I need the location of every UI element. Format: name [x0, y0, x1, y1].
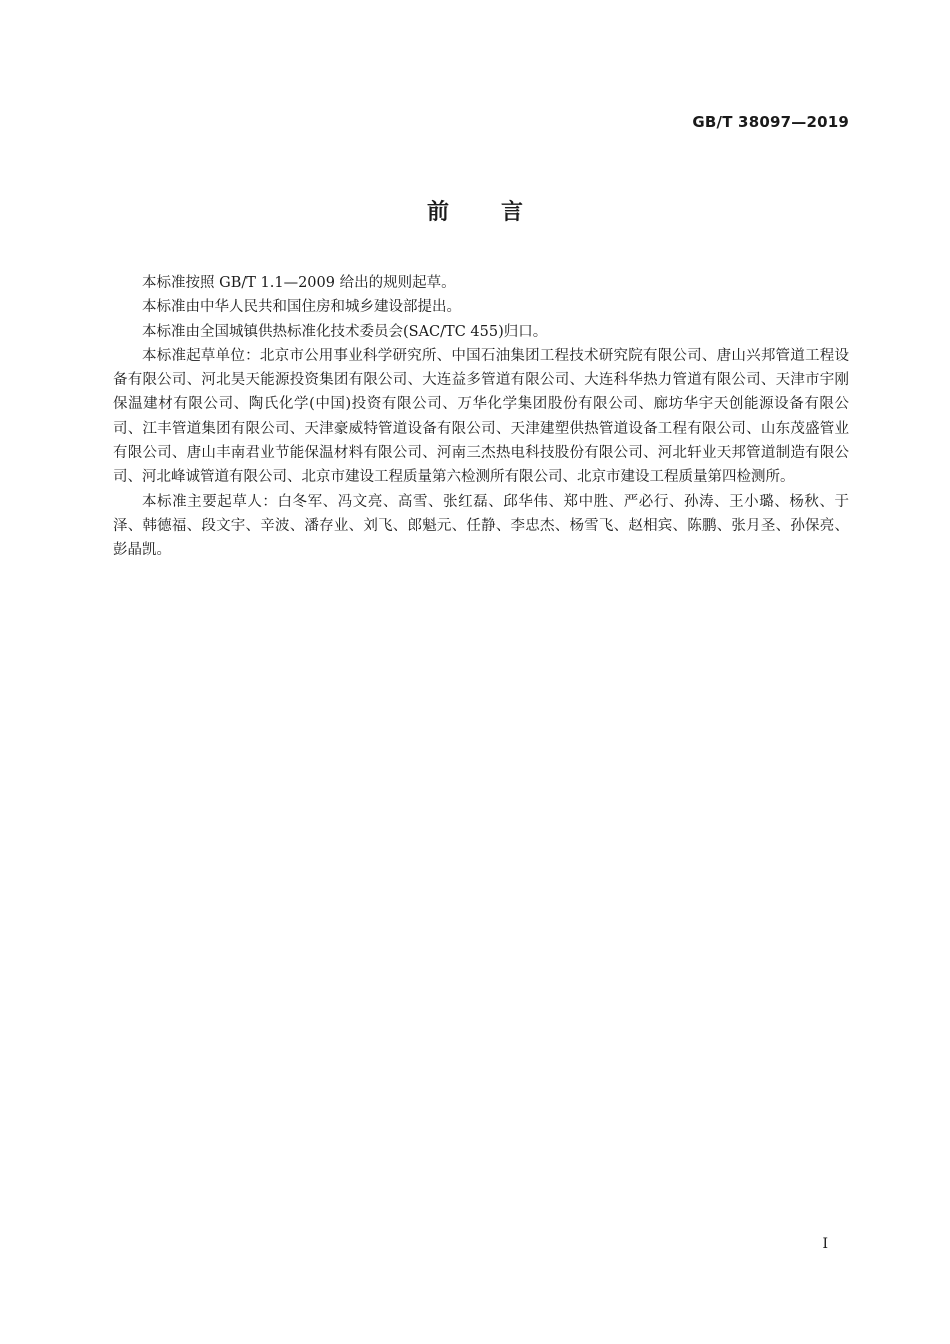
paragraph-drafting-rules: 本标准按照 GB/T 1.1—2009 给出的规则起草。 — [142, 275, 456, 291]
foreword-body — [113, 271, 849, 563]
paragraph-drafting-units: 本标准起草单位：北京市公用事业科学研究所、中国石油集团工程技术研究院有限公司、唐山兴邦管道工程设备有限公司、河北昊天能源投资集团有限公司、大连益多管道有限公司、大连科华热力管道有限公司、天津市宇刚保温建材有限公司、陶氏化学(中国)投资有限公司、万华化学集团股份有限公司、廊坊华宇天创能源设备有限公司、江丰管道集团有限公司、天津豪威特管道设备有限公司、天津建塑供热管道设备工程有限公司、山东茂盛管业有限公司、唐山丰南君业节能保温材料有限公司、河南三杰热电科技股份有限公司、河北轩业天邦管道制造有限公司、河北峰诚管道有限公司、北京市建设工程质量第六检测所有限公司、北京市建设工程质量第四检测所。 — [113, 347, 849, 486]
paragraph-proposer: 本标准由中华人民共和国住房和城乡建设部提出。 — [142, 299, 461, 316]
paragraph-committee: 本标准由全国城镇供热标准化技术委员会(SAC/TC 455)归口。 — [142, 323, 548, 340]
page-number: I — [822, 1236, 828, 1252]
page-title — [0, 195, 950, 226]
title-char-2: 言 — [501, 200, 524, 225]
paragraph-drafters: 本标准主要起草人：白冬军、冯文亮、高雪、张红磊、邱华伟、郑中胜、严必行、孙涛、王小璐、杨秋、于泽、韩德福、段文宇、辛波、潘存业、刘飞、郎魁元、任静、李忠杰、杨雪飞、赵相宾、陈鹏、张月圣、孙保亮、彭晶凯。 — [113, 493, 849, 559]
standard-number: GB/T 38097—2019 — [692, 113, 849, 131]
title-char-1: 前 — [426, 200, 449, 225]
